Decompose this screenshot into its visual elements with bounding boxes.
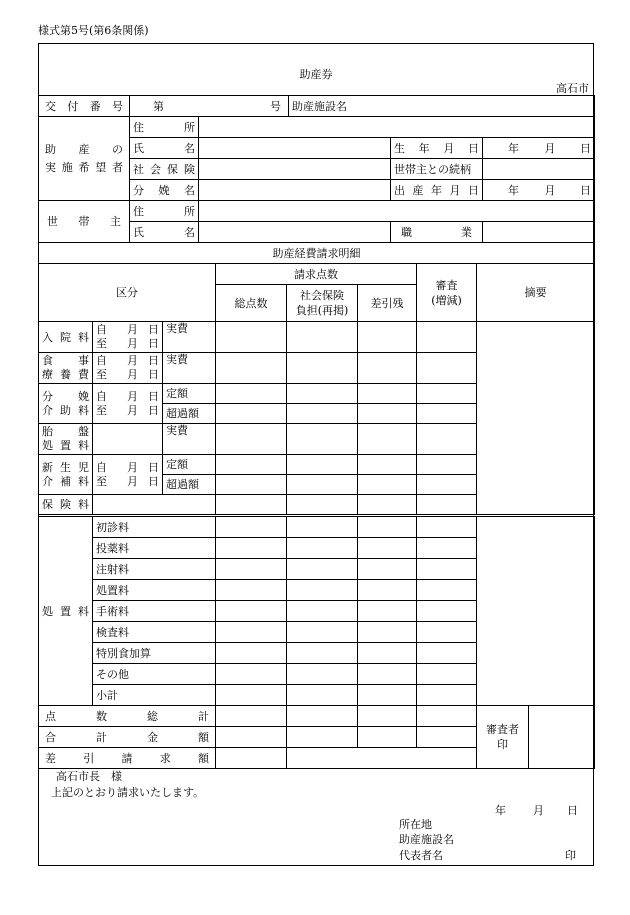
issue-number-field[interactable] <box>130 96 289 117</box>
shochi-item-5: 検査料 <box>93 622 216 643</box>
total-amount-label: 合計金額 <box>39 727 216 748</box>
cell[interactable] <box>216 706 287 727</box>
applicant-table <box>38 95 595 117</box>
cell[interactable] <box>216 643 287 664</box>
applicant-label-1: 助産の <box>45 142 123 156</box>
month-label: 月 <box>127 389 138 403</box>
from-label: 自 <box>96 354 107 367</box>
cell[interactable] <box>417 517 477 538</box>
row-taiban-label-2: 処置料 <box>42 439 89 452</box>
cell[interactable] <box>358 622 417 643</box>
to-label: 至 <box>96 368 107 381</box>
claim-points-header: 請求点数 <box>216 264 417 285</box>
shochi-item-0: 初診料 <box>93 517 216 538</box>
row-bunben-choka: 超過額 <box>163 404 216 424</box>
month-label: 月 <box>127 323 138 336</box>
shochi-item-6: 特別食加算 <box>93 643 216 664</box>
cell[interactable] <box>287 538 358 559</box>
address-label: 住所 <box>130 117 199 138</box>
footer-facility-label: 助産施設名 <box>399 833 454 846</box>
cell[interactable] <box>358 538 417 559</box>
totals-table <box>38 705 595 769</box>
from-label: 自 <box>96 389 107 403</box>
point-total-label: 点数総計 <box>39 706 216 727</box>
cell[interactable] <box>287 322 358 353</box>
dob-month: 月 <box>544 141 556 155</box>
cell[interactable] <box>216 748 287 769</box>
review-header-1: 審査 <box>435 278 458 292</box>
issue-go: 号 <box>270 99 281 113</box>
review-header <box>417 264 477 322</box>
day-label: 日 <box>148 403 159 417</box>
shochi-item-3: 処置料 <box>93 580 216 601</box>
day-label: 日 <box>148 337 159 350</box>
cell[interactable] <box>287 622 358 643</box>
day-label: 日 <box>148 460 159 474</box>
cell[interactable] <box>417 455 477 475</box>
reviewer-seal-field[interactable] <box>529 706 595 769</box>
cell[interactable] <box>287 475 358 495</box>
occupation-label: 職業 <box>391 222 483 243</box>
shochi-item-8: 小計 <box>93 685 216 706</box>
shochi-item-2: 注射料 <box>93 559 216 580</box>
cell[interactable] <box>216 685 287 706</box>
cell[interactable] <box>216 580 287 601</box>
delivery-name-label: 分娩名 <box>130 180 199 201</box>
footer-year: 年 <box>495 804 506 817</box>
footer-representative-label: 代表者名 <box>399 849 443 862</box>
cell[interactable] <box>358 727 417 748</box>
footer-day: 日 <box>567 804 578 817</box>
cell[interactable] <box>216 727 287 748</box>
to-label: 至 <box>96 337 107 350</box>
day-label: 日 <box>148 323 159 336</box>
row-shokuji-label-1: 食事 <box>42 354 89 367</box>
row-bunben-label-1: 分娩 <box>42 389 89 403</box>
head-address-field[interactable] <box>199 201 595 222</box>
row-bunben-label <box>39 384 93 424</box>
name-label: 氏名 <box>130 138 199 159</box>
applicant-label <box>39 117 130 201</box>
cell[interactable] <box>287 495 358 515</box>
row-taiban-dates[interactable] <box>93 424 163 455</box>
cell[interactable] <box>358 559 417 580</box>
row-shinseiji-teigaku: 定額 <box>163 455 216 475</box>
reviewer-label-1: 審査者 <box>486 723 519 736</box>
dob-year: 年 <box>508 141 519 155</box>
facility-name-field[interactable] <box>289 96 595 117</box>
cell[interactable] <box>216 622 287 643</box>
issue-number-label: 交付番号 <box>39 96 130 117</box>
row-shinseiji-choka: 超過額 <box>163 475 216 495</box>
review-header-2: (増減) <box>431 293 462 307</box>
cell[interactable] <box>287 455 358 475</box>
row-nyuin-type: 実費 <box>163 322 216 353</box>
cell[interactable] <box>216 404 287 424</box>
cell[interactable] <box>216 353 287 384</box>
cell[interactable] <box>417 559 477 580</box>
cell[interactable] <box>358 455 417 475</box>
shochi-item-1: 投薬料 <box>93 538 216 559</box>
cell[interactable] <box>417 353 477 384</box>
cell[interactable] <box>358 475 417 495</box>
to-label: 至 <box>96 403 107 417</box>
cell[interactable] <box>287 559 358 580</box>
insurance-burden-header <box>287 285 358 322</box>
cell[interactable] <box>287 353 358 384</box>
row-taiban-label-1: 胎盤 <box>42 425 89 438</box>
form-frame <box>38 43 594 866</box>
cell[interactable] <box>417 475 477 495</box>
cell[interactable] <box>417 643 477 664</box>
cell[interactable] <box>417 404 477 424</box>
statement: 上記のとおり請求いたします。 <box>51 786 205 799</box>
day-label: 日 <box>148 389 159 403</box>
insurance-burden-header-1: 社会保険 <box>300 289 344 302</box>
month-label: 月 <box>127 337 138 350</box>
cell[interactable] <box>417 538 477 559</box>
cell[interactable] <box>417 424 477 455</box>
from-label: 自 <box>96 323 107 336</box>
cell[interactable] <box>358 424 417 455</box>
cell[interactable] <box>417 685 477 706</box>
occupation-field[interactable] <box>483 222 595 243</box>
cell[interactable] <box>287 643 358 664</box>
row-bunben-dates[interactable] <box>93 384 163 424</box>
birth-month: 月 <box>544 183 556 197</box>
cell[interactable] <box>287 580 358 601</box>
cell[interactable] <box>358 517 417 538</box>
shochi-item-4: 手術料 <box>93 601 216 622</box>
footer-month: 月 <box>533 804 544 817</box>
birth-year: 年 <box>508 183 519 197</box>
form-title: 助産券 <box>299 68 333 81</box>
dob-field[interactable] <box>483 138 595 159</box>
cell[interactable] <box>216 664 287 685</box>
cell[interactable] <box>417 664 477 685</box>
footer-location-label: 所在地 <box>399 818 432 831</box>
city-name: 高石市 <box>556 82 589 95</box>
cell[interactable] <box>358 685 417 706</box>
cell[interactable] <box>358 353 417 384</box>
relation-field[interactable] <box>483 159 595 180</box>
net-claim-label: 差引請求額 <box>39 748 216 769</box>
row-shokuji-label <box>39 353 93 384</box>
name-field[interactable] <box>199 138 391 159</box>
address-field[interactable] <box>199 117 595 138</box>
row-nyuin-dates[interactable] <box>93 322 163 353</box>
cell[interactable] <box>417 622 477 643</box>
row-shinseiji-dates[interactable] <box>93 455 163 495</box>
month-label: 月 <box>127 354 138 367</box>
applicant-detail-table <box>38 116 595 243</box>
reviewer-seal-label <box>477 706 529 769</box>
cell[interactable] <box>287 517 358 538</box>
cell[interactable] <box>358 384 417 404</box>
shochi-item-7: その他 <box>93 664 216 685</box>
head-address-label: 住所 <box>130 201 199 222</box>
form-number-label: 様式第5号(第6条関係) <box>38 24 149 37</box>
row-hoken-blank[interactable] <box>93 495 216 515</box>
cell[interactable] <box>358 580 417 601</box>
row-hoken-label: 保険料 <box>39 495 93 515</box>
row-shokuji-dates[interactable] <box>93 353 163 384</box>
household-head-label: 世帯主 <box>39 201 130 243</box>
birth-day: 日 <box>580 183 592 197</box>
cell[interactable] <box>287 404 358 424</box>
facility-name-label: 助産施設名 <box>292 99 347 113</box>
applicant-label-2: 実施希望者 <box>45 160 123 174</box>
cell[interactable] <box>287 601 358 622</box>
cell[interactable] <box>216 475 287 495</box>
birth-date-field[interactable] <box>483 180 595 201</box>
from-label: 自 <box>96 460 107 474</box>
cell[interactable] <box>216 424 287 455</box>
cell[interactable] <box>358 495 417 515</box>
cell[interactable] <box>358 322 417 353</box>
cell[interactable] <box>287 664 358 685</box>
net-claim-blank[interactable] <box>287 748 477 769</box>
cell[interactable] <box>216 384 287 404</box>
cell[interactable] <box>358 664 417 685</box>
day-label: 日 <box>148 354 159 367</box>
delivery-name-field[interactable] <box>199 180 391 201</box>
kubun-header: 区分 <box>39 264 216 322</box>
day-label: 日 <box>148 474 159 488</box>
balance-header: 差引残 <box>358 285 417 322</box>
row-bunben-label-2: 介助料 <box>42 403 89 417</box>
cell[interactable] <box>417 580 477 601</box>
day-label: 日 <box>148 368 159 381</box>
row-shinseiji-label-2: 介補料 <box>42 474 89 488</box>
month-label: 月 <box>127 460 138 474</box>
cell[interactable] <box>417 384 477 404</box>
cell[interactable] <box>417 495 477 515</box>
insurance-burden-header-2: 負担(再掲) <box>295 304 349 317</box>
cell[interactable] <box>216 495 287 515</box>
cell[interactable] <box>417 322 477 353</box>
birth-date-label: 出産年月日 <box>391 180 483 201</box>
month-label: 月 <box>127 403 138 417</box>
cell[interactable] <box>358 601 417 622</box>
row-shinseiji-label-1: 新生児 <box>42 460 89 474</box>
cell[interactable] <box>216 559 287 580</box>
dob-day: 日 <box>580 141 592 155</box>
to-label: 至 <box>96 474 107 488</box>
cell[interactable] <box>216 538 287 559</box>
footer-seal: 印 <box>565 849 576 862</box>
detail-title: 助産経費請求明細 <box>39 243 595 264</box>
shochi-table <box>38 516 595 706</box>
month-label: 月 <box>127 474 138 488</box>
cell[interactable] <box>216 455 287 475</box>
head-name-label: 氏名 <box>130 222 199 243</box>
issue-dai: 第 <box>153 99 164 113</box>
row-taiban-type: 実費 <box>163 424 216 455</box>
cell[interactable] <box>287 424 358 455</box>
cell[interactable] <box>358 706 417 727</box>
summary-cell-2[interactable] <box>477 517 595 706</box>
cell[interactable] <box>358 404 417 424</box>
summary-header: 摘要 <box>477 264 595 322</box>
cell[interactable] <box>287 706 358 727</box>
summary-cell[interactable] <box>477 322 595 515</box>
insurance-field[interactable] <box>199 159 391 180</box>
row-shinseiji-label <box>39 455 93 495</box>
total-points-header: 総点数 <box>216 285 287 322</box>
relation-label: 世帯主との続柄 <box>391 159 483 180</box>
cell[interactable] <box>417 601 477 622</box>
row-shokuji-label-2: 療養費 <box>42 368 89 381</box>
cell[interactable] <box>417 706 477 727</box>
month-label: 月 <box>127 368 138 381</box>
cell[interactable] <box>287 685 358 706</box>
row-taiban-label <box>39 424 93 455</box>
cell[interactable] <box>216 517 287 538</box>
shochi-group-label: 処置料 <box>39 517 93 706</box>
cell[interactable] <box>216 322 287 353</box>
insurance-label: 社会保険 <box>130 159 199 180</box>
cell[interactable] <box>287 384 358 404</box>
title-area <box>39 44 593 95</box>
expense-detail-table <box>38 242 595 515</box>
cell[interactable] <box>287 727 358 748</box>
head-name-field[interactable] <box>199 222 391 243</box>
reviewer-label-2: 印 <box>497 738 508 751</box>
dob-label: 生年月日 <box>391 138 483 159</box>
cell[interactable] <box>417 727 477 748</box>
addressee: 高石市長 様 <box>56 770 122 783</box>
row-bunben-teigaku: 定額 <box>163 384 216 404</box>
row-shokuji-type: 実費 <box>163 353 216 384</box>
row-nyuin-label: 入院料 <box>39 322 93 353</box>
cell[interactable] <box>216 601 287 622</box>
cell[interactable] <box>358 643 417 664</box>
